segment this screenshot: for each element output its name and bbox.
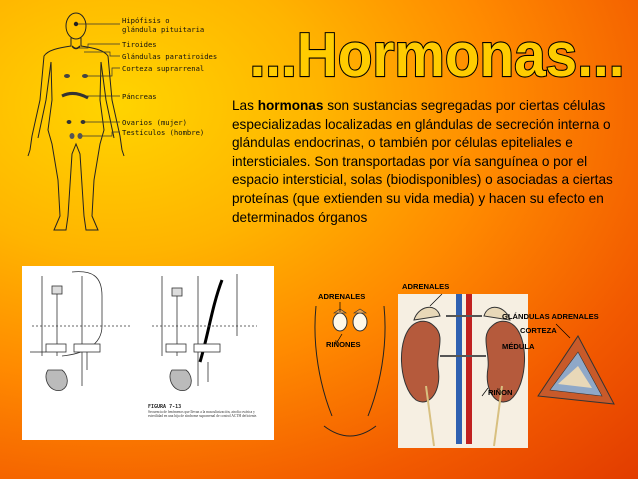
label-pituitary-2: glándula pituitaria [122,25,205,34]
figure-note: Secuencia de fenómenos que llevan a la masculinización, atrofia ovárica y esterilidad en una hija de síndrome suprarrenal de control ACTH deficiente. [148,410,258,419]
label-adrenal-cortex: Corteza suprarrenal [122,64,205,73]
label-corteza: CORTEZA [520,326,557,335]
title-text: ...Hormonas... [249,21,625,88]
label-pituitary-1: Hipófisis o [122,16,170,25]
label-adrenales-top: ADRENALES [402,282,450,291]
adrenal-anatomy-icon [306,276,618,454]
adrenal-flow-diagram [22,266,274,440]
paragraph-keyword: hormonas [257,98,324,113]
paragraph-rest: son sustancias segregadas por ciertas células especializadas localizadas en glándulas de secreción interna o glándulas endocrinas, o también por células epiteliales e intersticiales. Son transportadas por vía sanguínea o por el espacio intersticial, solas (biodisponibles) o asociadas a ciertas proteínas (que extienden su vida media) y hacen su efecto en determinados órganos [232,98,613,225]
adrenal-anatomy-images [306,276,618,454]
body-paragraph [232,97,632,227]
label-rinones: RIÑONES [326,340,361,349]
label-glandulas-adrenales: GLÁNDULAS ADRENALES [502,312,599,321]
paragraph-lead: Las [232,98,258,113]
label-rinon: RIÑON [488,388,513,397]
label-pancreas: Páncreas [122,92,157,101]
label-adrenales-left: ADRENALES [318,292,366,301]
endocrine-body-figure [18,4,228,236]
label-medula: MÉDULA [502,342,535,351]
label-thyroid: Tiroides [122,40,157,49]
label-ovaries: Ovarios (mujer) [122,118,187,127]
label-testicles: Testículos (hombre) [122,128,205,137]
label-parathyroid: Glándulas paratiroides [122,52,218,61]
slide-title [240,18,635,88]
figure-caption: FIGURA 7-13 [148,404,182,410]
